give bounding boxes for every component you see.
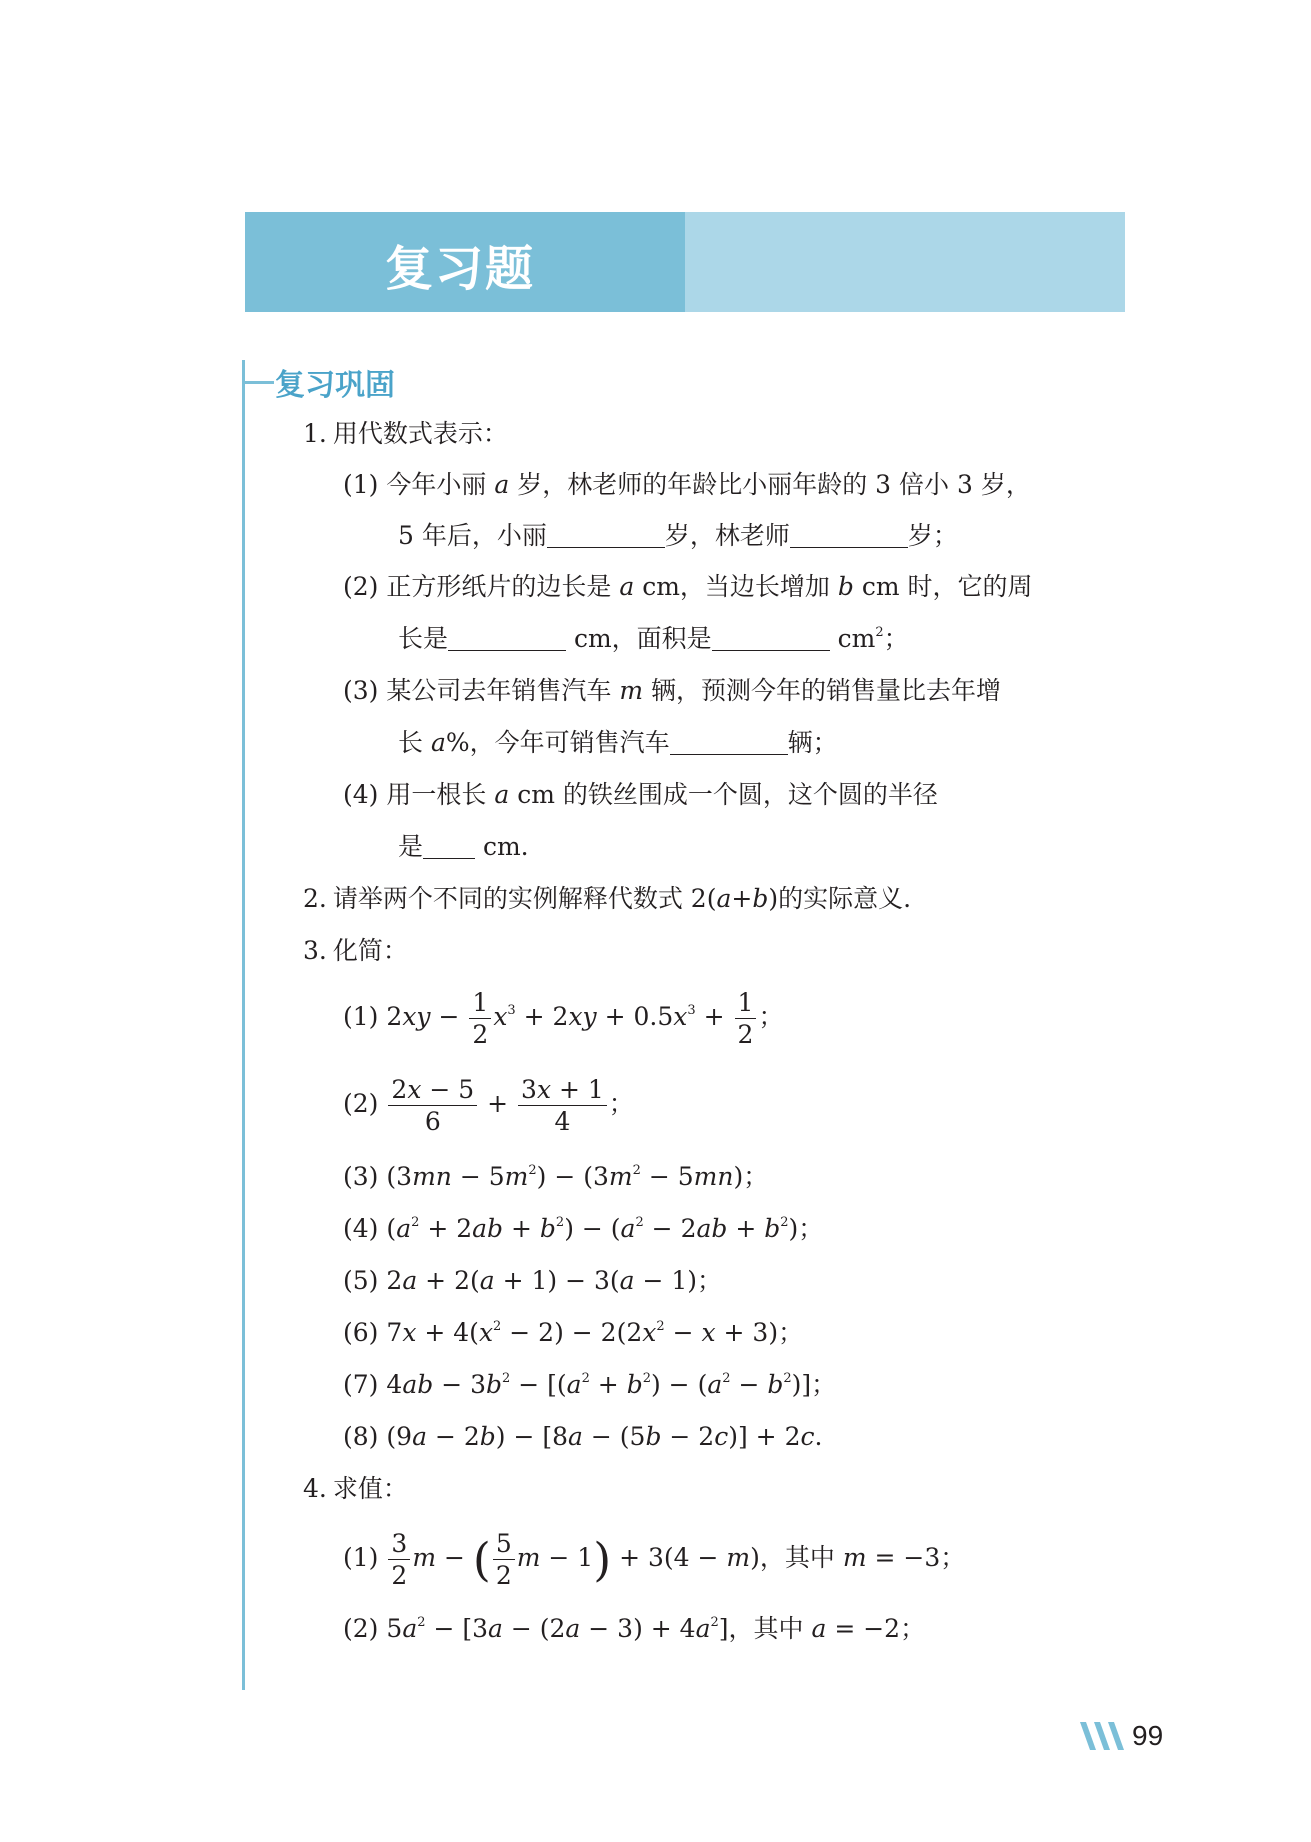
question-2: 2. 请举两个不同的实例解释代数式 2(a+b)的实际意义. [303,884,912,913]
answer-blank[interactable] [670,730,788,755]
section-rule [242,360,245,1690]
expression: $5a^2 - [3a - (2a - 3) + 4a^2]$ [386,1614,729,1643]
answer-blank[interactable] [790,523,908,548]
condition: a = −2； [811,1614,926,1643]
q1-part-2-line-1: (2) 正方形纸片的边长是 a cm，当边长增加 b cm 时，它的周 [343,572,1033,601]
question-3: 3. 化简： [303,936,408,965]
expression: (9a − 2b) − [8a − (5b − 2c)] + 2c. [386,1422,823,1451]
expression: $\frac{3}{2}$ m − ( $\frac{5}{2}$ m − 1) + 3(4 − m) [386,1543,759,1572]
q3-item-3: (3) $(3mn - 5m^2) - (3m^2 - 5mn)$； [343,1162,769,1191]
q3-item-2: (2) $\frac{2x - 5}{6}$ + $\frac{3x + 1}{4}$ ； [343,1075,634,1136]
expression: $(a^2 + 2ab + b^2) - (a^2 - 2ab + b^2)$； [386,1214,824,1243]
question-1: 1. 用代数式表示： [303,419,508,448]
q1-part-4-line-1: (4) 用一根长 a cm 的铁丝围成一个圆，这个圆的半径 [343,780,938,809]
question-4: 4. 求值： [303,1474,408,1503]
banner-light-block [685,212,1125,312]
q3-item-4: (4) $(a^2 + 2ab + b^2) - (a^2 - 2ab + b^2)$； [343,1214,824,1243]
q3-item-5: (5) 2a + 2(a + 1) − 3(a − 1)； [343,1266,723,1295]
q3-item-8: (8) (9a − 2b) − [8a − (5b − 2c)] + 2c. [343,1422,823,1451]
answer-blank[interactable] [547,523,665,548]
q3-item-6: (6) $7x + 4(x^2 - 2) - 2(2x^2 - x + 3)$； [343,1318,804,1347]
q3-item-7: (7) $4ab - 3b^2 - [(a^2 + b^2) - (a^2 - b^2)]$； [343,1370,837,1399]
q3-item-1: (1) 2xy − $\frac{1}{2}$ $x^3 + 2xy + 0.5x^3$ + $\frac{1}{2}$ ； [343,988,784,1049]
page-number: 99 [1132,1720,1164,1751]
expression: $7x + 4(x^2 - 2) - 2(2x^2 - x + 3)$； [386,1318,804,1347]
q1-part-1-line-2: 5 年后，小丽 岁，林老师 岁； [398,521,958,550]
page-stripes-icon [1080,1722,1128,1750]
q4-item-1: (1) $\frac{3}{2}$ m − ( $\frac{5}{2}$ m − 1) + 3(4 − m)，其中 m = −3； [343,1529,966,1590]
q4-item-2: (2) $5a^2 - [3a - (2a - 3) + 4a^2]$，其中 a = −2； [343,1614,926,1643]
expression: $(3mn - 5m^2) - (3m^2 - 5mn)$； [386,1162,769,1191]
q1-part-2-line-2: 长是 cm，面积是 $cm^2$； [398,624,909,653]
answer-blank[interactable] [423,834,475,859]
page-title: 复习题 [385,241,536,297]
answer-blank[interactable] [712,626,830,651]
expression: 2xy − $\frac{1}{2}$ $x^3 + 2xy + 0.5x^3$ + $\frac{1}{2}$ ； [386,988,784,1049]
expression: $\frac{2x - 5}{6}$ + $\frac{3x + 1}{4}$ ； [386,1089,633,1118]
q1-part-3-line-2: 长 a%，今年可销售汽车 辆； [398,728,838,757]
section-tick [242,381,274,384]
section-title: 复习巩固 [275,368,395,403]
answer-blank[interactable] [448,626,566,651]
expression: $4ab - 3b^2 - [(a^2 + b^2) - (a^2 - b^2)]$； [386,1370,837,1399]
q1-part-1-line-1: (1) 今年小丽 a 岁，林老师的年龄比小丽年龄的 3 倍小 3 岁， [343,470,1031,499]
q1-part-3-line-1: (3) 某公司去年销售汽车 m 辆，预测今年的销售量比去年增 [343,676,1002,705]
q1-part-4-line-2: 是 cm. [398,832,529,861]
condition: m = −3； [842,1543,966,1572]
header-banner [245,212,1125,312]
expression: 2a + 2(a + 1) − 3(a − 1)； [386,1266,723,1295]
